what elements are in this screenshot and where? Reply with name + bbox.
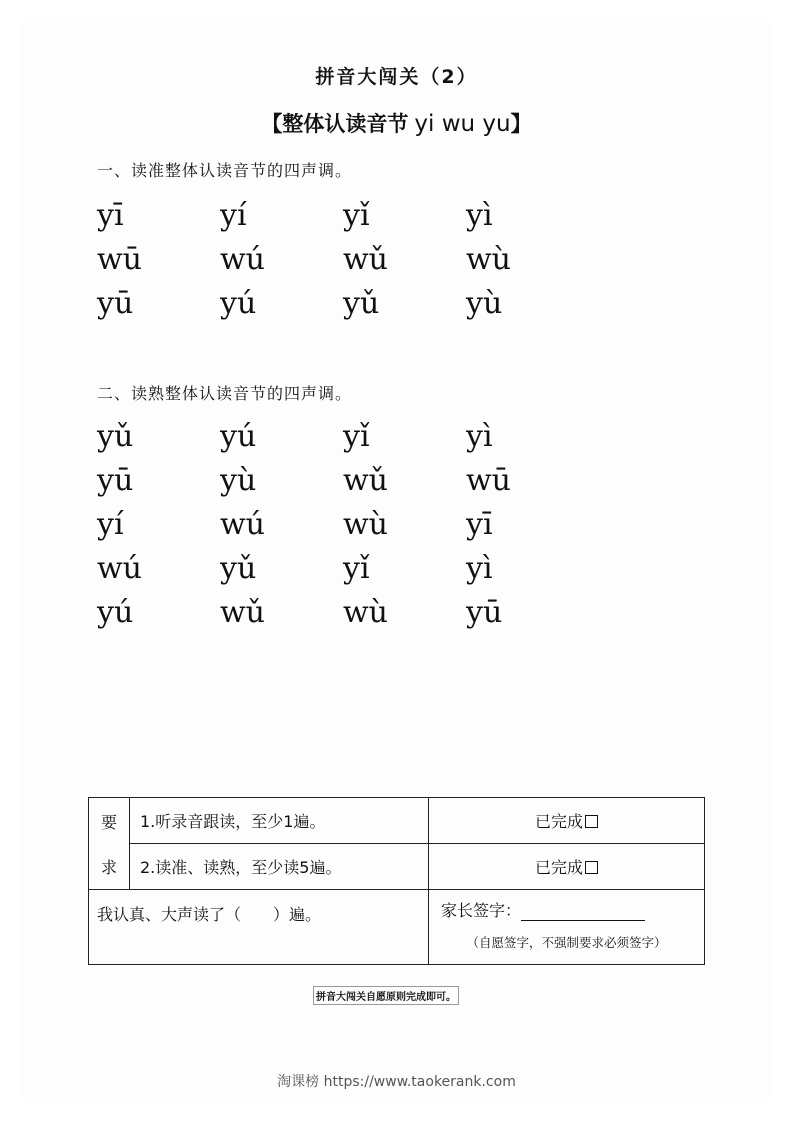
task1-done-cell <box>429 798 705 844</box>
page-title: 拼音大闯关（2） <box>315 66 478 88</box>
parent-signature-label: 家长签字： <box>441 901 522 920</box>
requirement-row <box>89 798 705 844</box>
parent-signature-line[interactable] <box>521 904 645 921</box>
requirements-label-bottom: 求 <box>100 857 117 877</box>
task1-text: 1.听录音跟读，至少1遍。 <box>130 798 429 844</box>
syllable: yǐ <box>343 551 370 586</box>
requirements-table <box>88 797 705 965</box>
subtitle-suffix: 】 <box>510 112 532 136</box>
task2-done-cell <box>429 844 705 890</box>
syllable: yū <box>97 463 134 498</box>
task1-checkbox[interactable] <box>585 815 598 828</box>
syllable: yǔ <box>343 286 380 321</box>
syllable: wū <box>97 242 142 277</box>
syllable: yí <box>220 198 247 233</box>
requirements-label-top: 要 <box>100 812 117 832</box>
syllable: yǔ <box>97 419 134 454</box>
syllable: wú <box>220 242 265 277</box>
section1-syllable-grid <box>97 194 589 326</box>
syllable: yú <box>97 595 134 630</box>
syllable: yī <box>466 507 493 542</box>
syllable: wū <box>466 463 511 498</box>
syllable: yǐ <box>343 419 370 454</box>
section2-syllable-grid <box>97 415 589 635</box>
syllable: yǔ <box>220 551 257 586</box>
syllable: wǔ <box>220 595 265 630</box>
footnote: 拼音大闯关自愿原则完成即可。 <box>313 986 459 1005</box>
syllable: yí <box>97 507 124 542</box>
task2-checkbox[interactable] <box>585 861 598 874</box>
syllable: wù <box>343 595 388 630</box>
syllable: yù <box>220 463 257 498</box>
syllable: yī <box>97 198 124 233</box>
syllable: yì <box>466 198 493 233</box>
requirements-label-cell <box>89 798 130 890</box>
syllable: yū <box>97 286 134 321</box>
syllable: yù <box>466 286 503 321</box>
section2-heading: 二、读熟整体认读音节的四声调。 <box>97 384 353 403</box>
watermark: 淘课榜 https://www.taokerank.com <box>277 1074 516 1090</box>
syllable: wú <box>220 507 265 542</box>
syllable: wù <box>466 242 511 277</box>
syllable: yū <box>466 595 503 630</box>
syllable: yǐ <box>343 198 370 233</box>
subtitle-prefix: 【整体认读音节 <box>261 112 409 136</box>
subtitle-syllables: yi wu yu <box>414 111 511 137</box>
parent-signature-cell <box>429 890 705 965</box>
task1-done-label: 已完成 <box>534 812 583 831</box>
syllable: yì <box>466 551 493 586</box>
signature-row <box>89 890 705 965</box>
syllable: wú <box>97 551 142 586</box>
syllable: yì <box>466 419 493 454</box>
requirement-row <box>89 844 705 890</box>
read-count-text[interactable]: 我认真、大声读了（ ）遍。 <box>89 890 429 965</box>
signature-note: （自愿签字，不强制要求必须签字） <box>466 935 667 950</box>
syllable: wǔ <box>343 242 388 277</box>
task2-done-label: 已完成 <box>534 858 583 877</box>
syllable: wǔ <box>343 463 388 498</box>
syllable: yú <box>220 286 257 321</box>
syllable: yú <box>220 419 257 454</box>
syllable: wù <box>343 507 388 542</box>
page-subtitle <box>0 108 793 138</box>
section1-heading: 一、读准整体认读音节的四声调。 <box>97 161 353 180</box>
task2-text: 2.读准、读熟，至少读5遍。 <box>130 844 429 890</box>
